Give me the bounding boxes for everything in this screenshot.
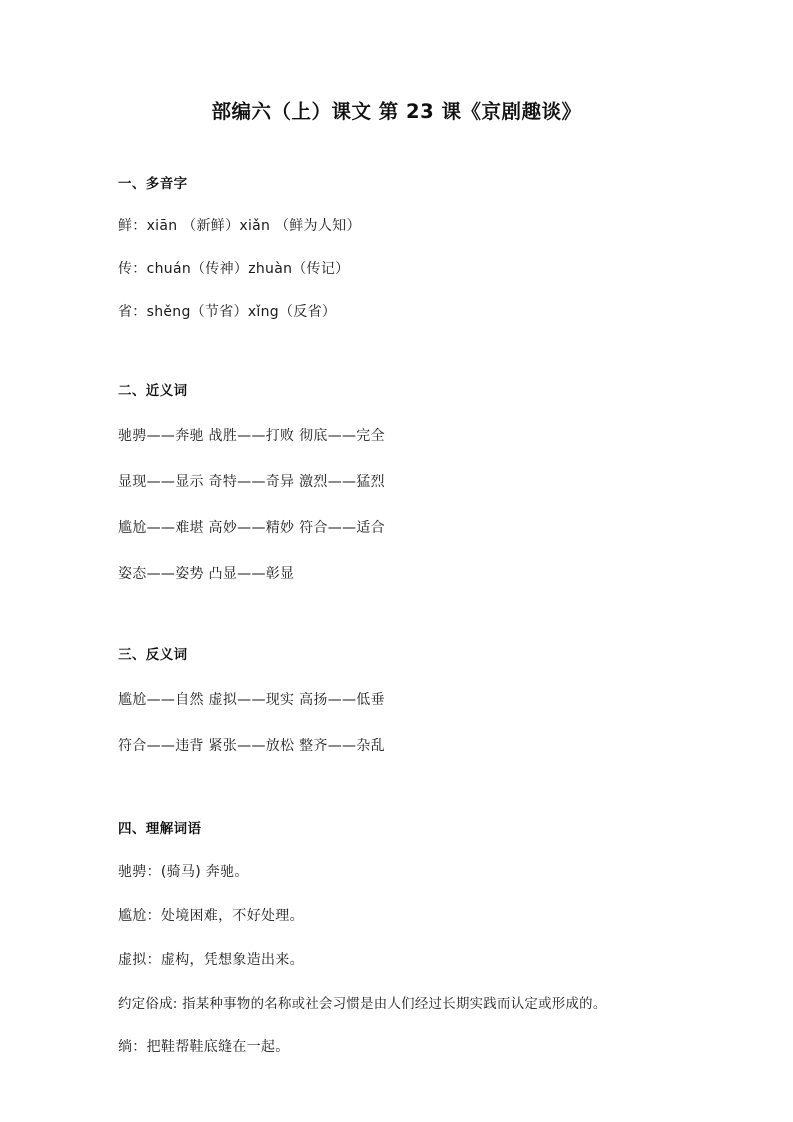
section-heading-polyphones: 一、多音字 bbox=[118, 176, 188, 192]
section-synonyms bbox=[118, 379, 675, 583]
text-line: 姿态——姿势 凸显——彰显 bbox=[118, 566, 295, 582]
text-line: 符合——违背 紧张——放松 整齐——杂乱 bbox=[118, 738, 385, 754]
text-line: 尴尬——难堪 高妙——精妙 符合——适合 bbox=[118, 520, 385, 536]
section-polyphones bbox=[118, 172, 675, 321]
section-heading-antonyms: 三、反义词 bbox=[118, 647, 188, 663]
text-line: 显现——显示 奇特——奇异 激烈——猛烈 bbox=[118, 474, 385, 490]
section-heading-synonyms: 二、近义词 bbox=[118, 383, 188, 399]
text-line: 尴尬：处境困难，不好处理。 bbox=[118, 908, 304, 924]
text-line: 约定俗成: 指某种事物的名称或社会习惯是由人们经过长期实践而认定或形成的。 bbox=[118, 997, 607, 1012]
text-line: 绱：把鞋帮鞋底缝在一起。 bbox=[118, 1039, 290, 1055]
section-word-meanings bbox=[118, 817, 675, 1056]
text-line: 省：shěng（节省）xǐng（反省） bbox=[118, 304, 337, 320]
text-line: 驰骋：(骑马) 奔驰。 bbox=[118, 864, 249, 880]
text-line: 传：chuán（传神）zhuàn（传记） bbox=[118, 261, 350, 277]
section-antonyms bbox=[118, 643, 675, 755]
text-line: 驰骋——奔驰 战胜——打败 彻底——完全 bbox=[118, 428, 385, 444]
text-line: 鲜：xiān （新鲜）xiǎn （鲜为人知） bbox=[118, 218, 361, 234]
page-title: 部编六（上）课文 第 23 课《京剧趣谈》 bbox=[211, 100, 582, 123]
section-heading-word-meanings: 四、理解词语 bbox=[118, 821, 202, 837]
text-line: 虚拟：虚构，凭想象造出来。 bbox=[118, 952, 304, 968]
text-line: 尴尬——自然 虚拟——现实 高扬——低垂 bbox=[118, 692, 385, 708]
